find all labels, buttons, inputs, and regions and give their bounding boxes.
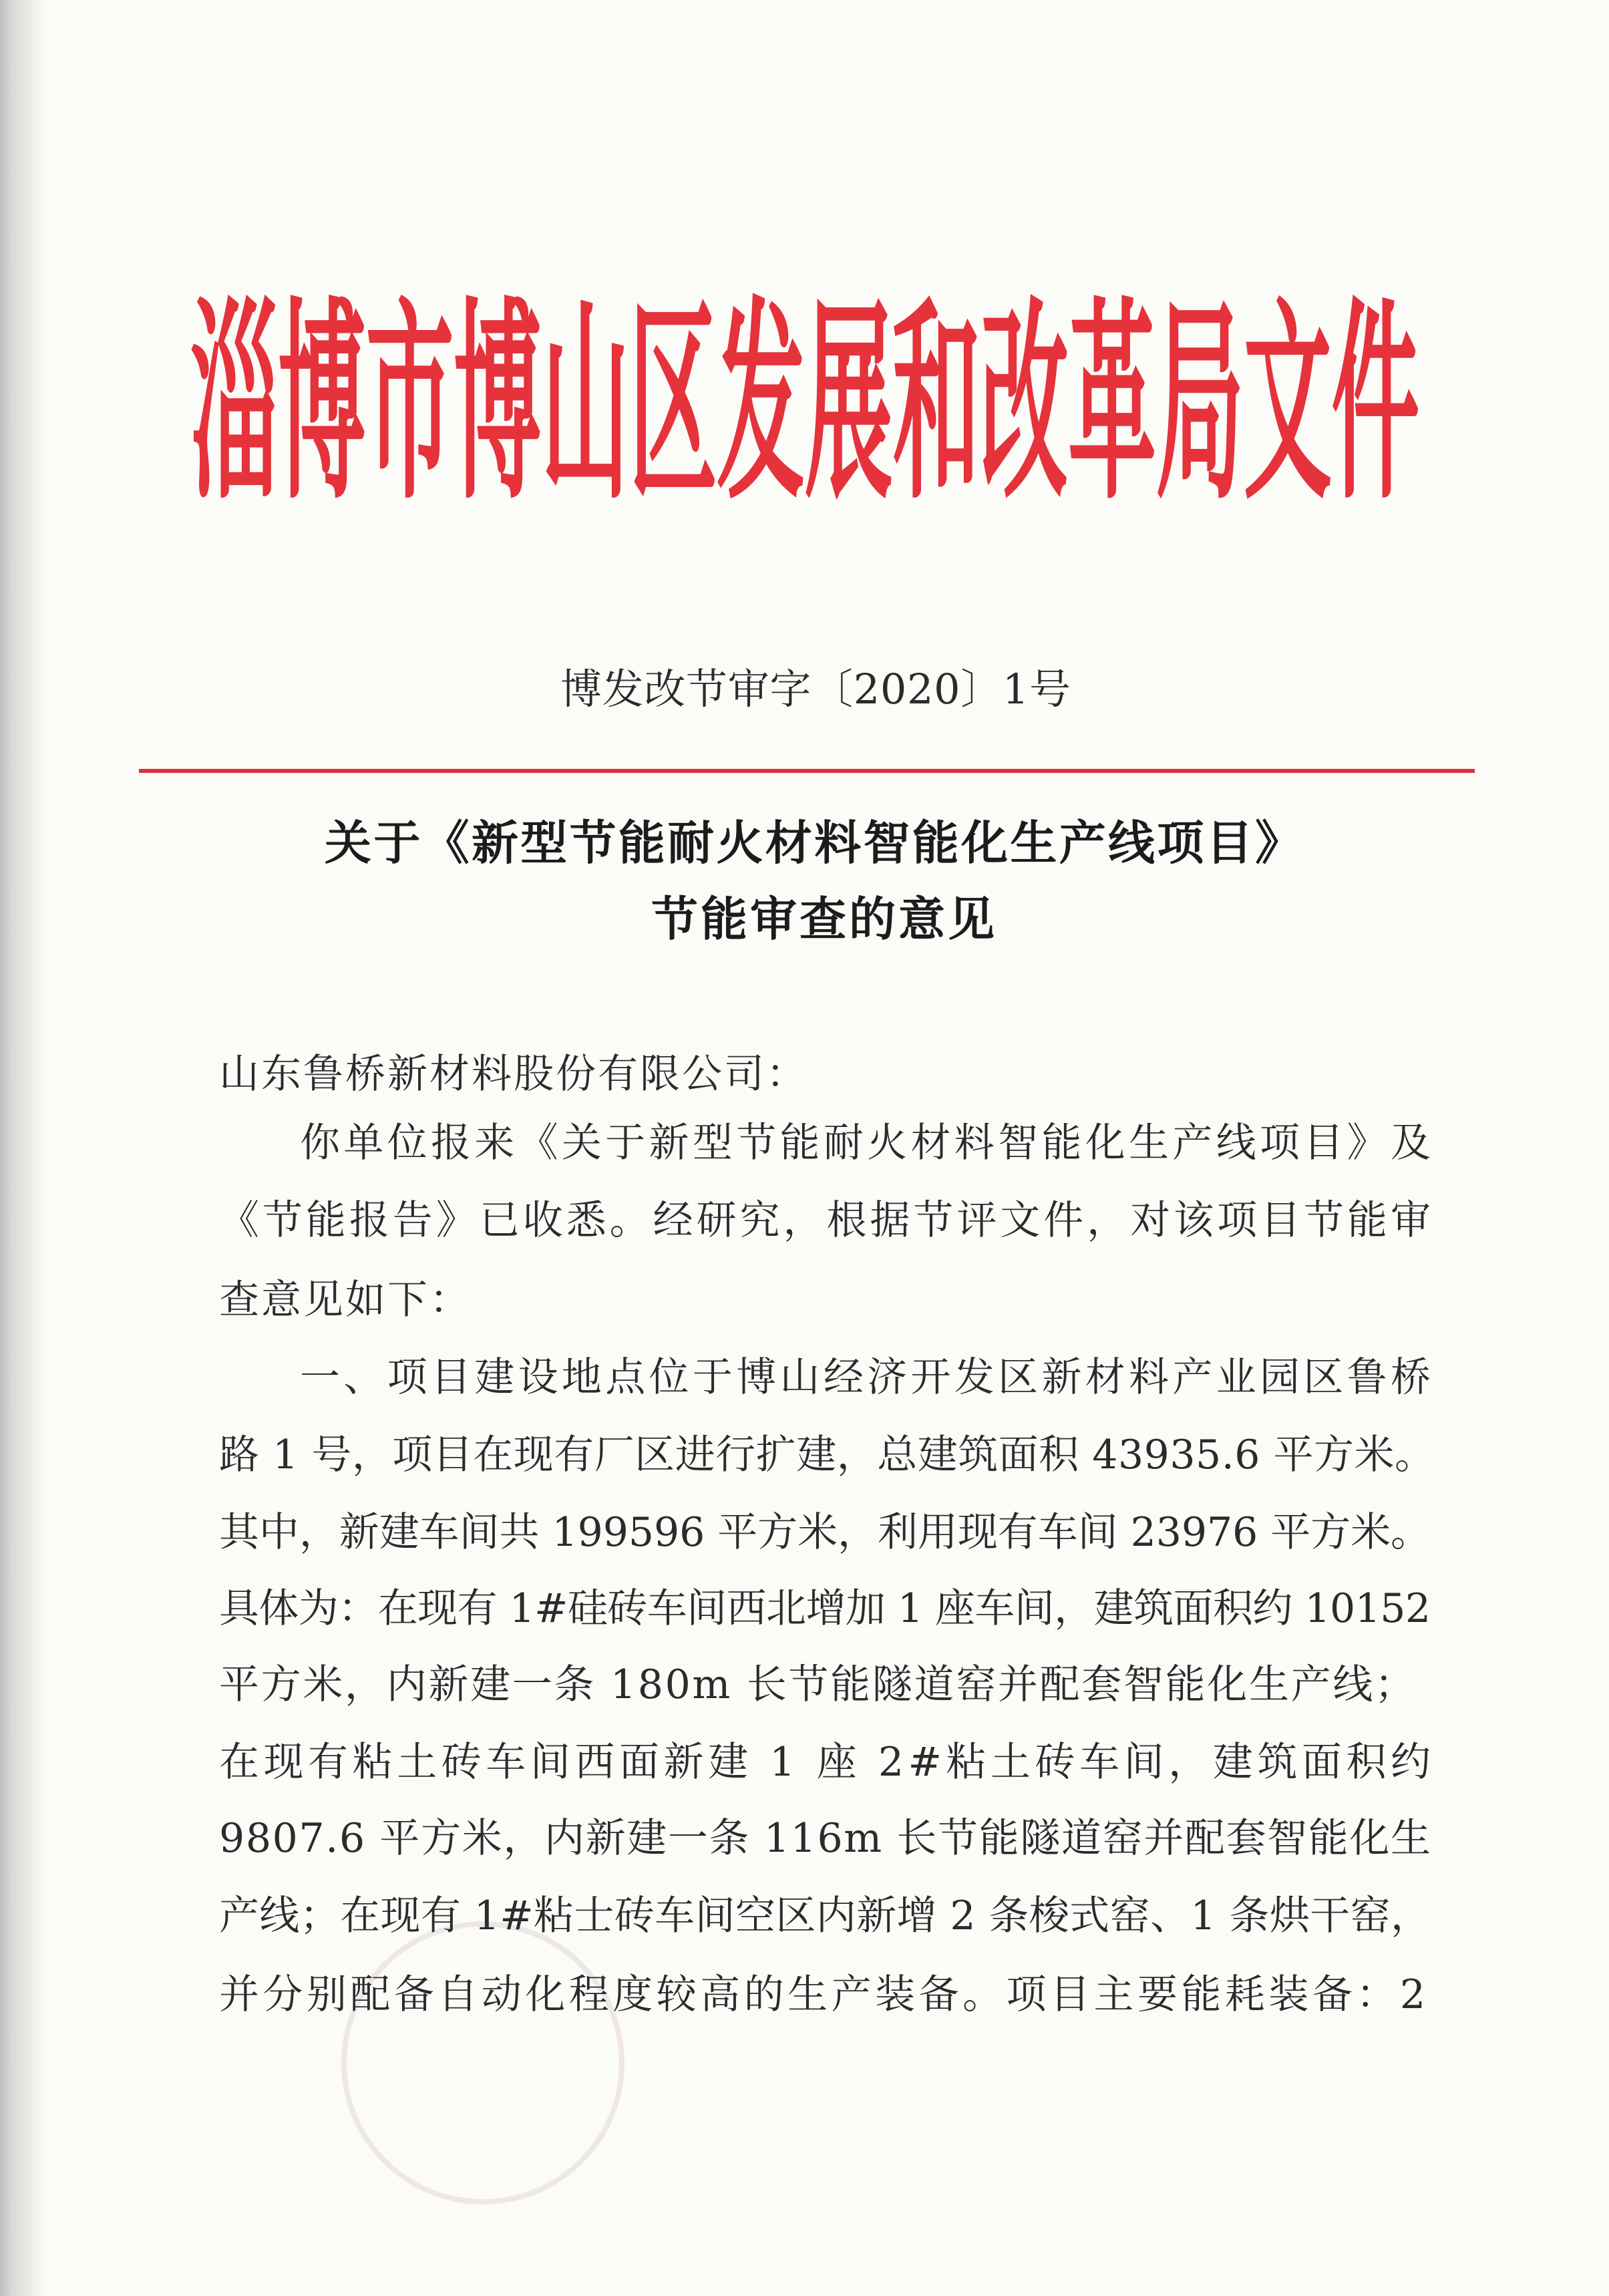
subject-title-line-2: 节能审查的意见 <box>651 891 995 947</box>
stamp-ghost <box>344 1924 622 2202</box>
addressee: 山东鲁桥新材料股份有限公司： <box>219 1051 808 1098</box>
body-line: 路 1 号，项目在现有厂区进行扩建，总建筑面积 43935.6 平方米。 <box>219 1432 1435 1478</box>
red-divider-line <box>139 769 1475 773</box>
body-line: 一、项目建设地点位于博山经济开发区新材料产业园区鲁桥 <box>300 1354 1431 1401</box>
subject-title-line-1: 关于《新型节能耐火材料智能化生产线项目》 <box>325 815 1302 870</box>
body-line: 《节能报告》已收悉。经研究，根据节评文件，对该项目节能审 <box>219 1197 1431 1244</box>
paragraph-section-1 <box>219 1354 1435 2018</box>
letterhead-title: 淄博市博山区发展和改革局文件 <box>190 278 1419 528</box>
body-line: 在现有粘土砖车间西面新建 1 座 2#粘土砖车间，建筑面积约 <box>219 1739 1431 1786</box>
body-line: 具体为：在现有 1#硅砖车间西北增加 1 座车间，建筑面积约 10152 <box>219 1585 1431 1632</box>
subject-title <box>325 815 1302 947</box>
body-line: 9807.6 平方米，内新建一条 116m 长节能隧道窑并配套智能化生 <box>219 1815 1431 1862</box>
body-line: 产线；在现有 1#粘士砖车间空区内新增 2 条梭式窑、1 条烘干窑， <box>219 1893 1431 1939</box>
body-line: 并分别配备自动化程度较高的生产装备。项目主要能耗装备：2 <box>219 1971 1425 2018</box>
body-line: 平方米，内新建一条 180m 长节能隧道窑并配套智能化生产线； <box>219 1661 1415 1708</box>
document-number: 博发改节审字〔2020〕1号 <box>560 665 1071 713</box>
body-line: 其中，新建车间共 199596 平方米，利用现有车间 23976 平方米。 <box>219 1509 1431 1556</box>
paragraph-intro <box>219 1120 1431 1323</box>
body-line: 查意见如下： <box>219 1277 472 1323</box>
body-line: 你单位报来《关于新型节能耐火材料智能化生产线项目》及 <box>300 1120 1431 1166</box>
